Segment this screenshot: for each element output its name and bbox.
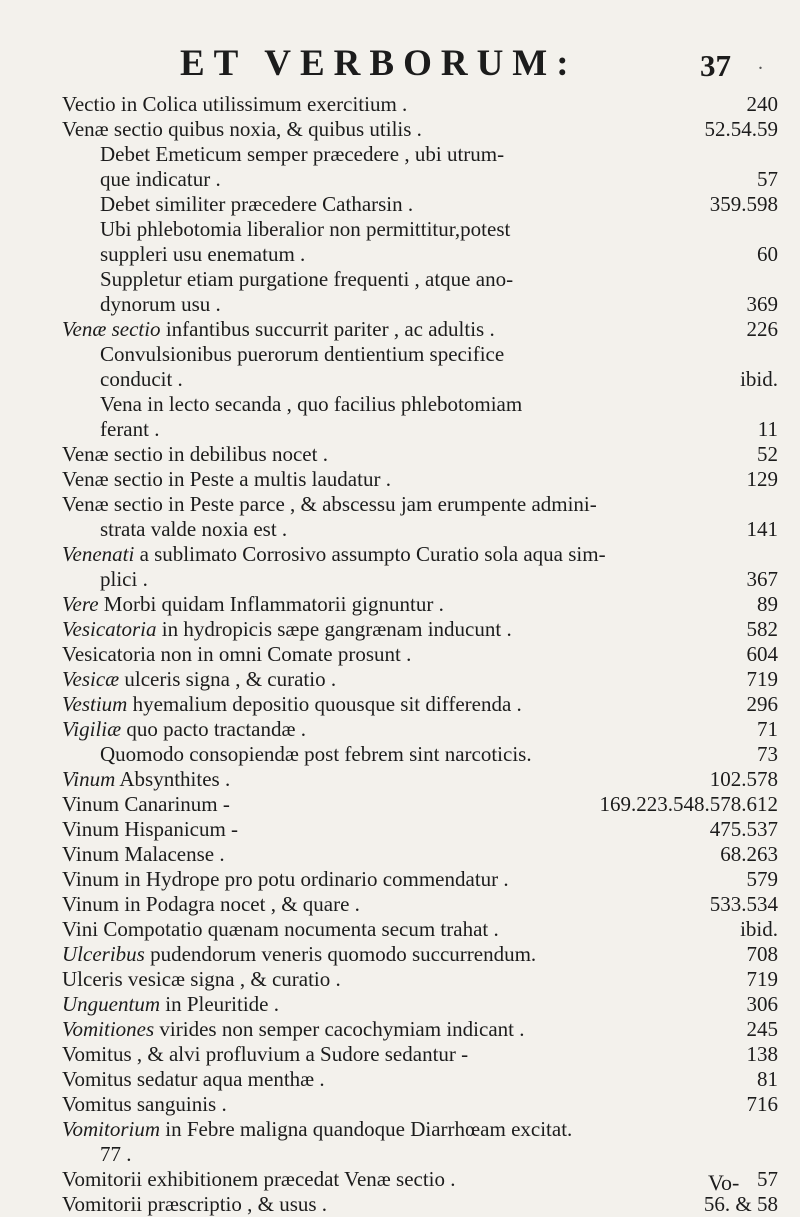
entry-text — [62, 817, 238, 842]
index-entry — [0, 1167, 800, 1192]
entry-text — [62, 1017, 524, 1042]
entry-text — [62, 867, 509, 892]
entry-body: in hydropicis sæpe gangrænam inducunt . — [156, 617, 512, 641]
entry-body: quo pacto tractandæ . — [121, 717, 306, 741]
entry-body: que indicatur . — [100, 167, 221, 191]
index-entry — [0, 292, 800, 317]
entry-text — [100, 167, 221, 192]
index-entry — [0, 117, 800, 142]
entry-text — [62, 92, 407, 117]
entry-body: Debet Emeticum semper præcedere , ubi utrum- — [100, 142, 505, 166]
index-entry — [0, 742, 800, 767]
entry-text — [62, 492, 597, 517]
entry-body: Absynthites . — [115, 767, 231, 791]
entry-text — [100, 242, 305, 267]
entry-heading: Vinum — [62, 767, 116, 791]
entry-body: strata valde noxia est . — [100, 517, 288, 541]
entry-heading: Vomitorium — [62, 1117, 161, 1141]
index-entry — [0, 342, 800, 367]
entry-body: Ubi phlebotomia liberalior non permittitur,potest — [100, 217, 511, 241]
index-entry — [0, 392, 800, 417]
entry-reference: 68.263 — [720, 842, 778, 866]
index-entry — [0, 142, 800, 167]
entry-text — [62, 767, 230, 792]
entry-body: plici . — [100, 567, 148, 591]
entry-body: 77 . — [100, 1142, 132, 1166]
entry-text — [100, 367, 183, 392]
entry-text — [62, 1117, 572, 1142]
entry-reference: 57 — [757, 167, 778, 191]
entry-text — [100, 417, 159, 442]
entry-reference: ibid. — [740, 367, 778, 391]
entry-reference: 475.537 — [709, 817, 778, 841]
entry-reference: 56. & 58 — [703, 1192, 778, 1216]
entry-text — [100, 392, 522, 417]
entry-reference: ibid. — [740, 917, 778, 941]
index-entry — [0, 167, 800, 192]
entry-heading: Vomitiones — [62, 1017, 155, 1041]
entry-heading: Vesicatoria — [62, 617, 157, 641]
entry-body: Venæ sectio in debilibus nocet . — [62, 442, 328, 466]
index-entry — [0, 1142, 800, 1167]
entry-text — [62, 442, 328, 467]
entry-heading: Unguentum — [62, 992, 160, 1016]
entry-body: Convulsionibus puerorum dentientium specifice — [100, 342, 505, 366]
entry-text — [62, 117, 422, 142]
entry-reference: 73 — [757, 742, 778, 766]
index-entry — [0, 192, 800, 217]
index-entry — [0, 542, 800, 567]
entry-reference: 359.598 — [709, 192, 778, 216]
entry-body: ferant . — [100, 417, 160, 441]
index-entry — [0, 817, 800, 842]
index-entry — [0, 717, 800, 742]
index-entry — [0, 417, 800, 442]
entry-heading: Venæ sectio — [62, 317, 161, 341]
entry-text — [62, 792, 230, 817]
index-entry — [0, 467, 800, 492]
entry-body: Vena in lecto secanda , quo facilius phlebotomiam — [100, 392, 523, 416]
entry-text — [62, 1167, 456, 1192]
entry-text — [62, 1042, 468, 1067]
index-entry — [0, 992, 800, 1017]
entry-text — [62, 592, 444, 617]
entry-text — [100, 517, 287, 542]
entry-body: Quomodo consopiendæ post febrem sint narcoticis. — [100, 742, 532, 766]
entry-body: in Febre maligna quandoque Diarrhœam excitat. — [160, 1117, 573, 1141]
entry-body: Vectio in Colica utilissimum exercitium . — [62, 92, 408, 116]
entry-body: Vinum Canarinum - — [62, 792, 230, 816]
entry-body: dynorum usu . — [100, 292, 221, 316]
entry-reference: 169.223.548.578.612 — [599, 792, 778, 816]
index-entry — [0, 842, 800, 867]
index-entry — [0, 892, 800, 917]
entry-body: Vomitus sedatur aqua menthæ . — [62, 1067, 325, 1091]
entry-body: ulceris signa , & curatio . — [119, 667, 337, 691]
index-entry — [0, 242, 800, 267]
entry-reference: 52 — [757, 442, 778, 466]
entry-reference: 306 — [746, 992, 778, 1016]
entry-body: Vomitus , & alvi profluvium a Sudore sedantur - — [62, 1042, 469, 1066]
entry-reference: 226 — [746, 317, 778, 341]
entry-body: Vomitorii præscriptio , & usus . — [62, 1192, 328, 1216]
entry-reference: 719 — [746, 967, 778, 991]
entry-body: Vinum in Podagra nocet , & quare . — [62, 892, 360, 916]
entry-body: infantibus succurrit pariter , ac adultis . — [160, 317, 495, 341]
entry-body: in Pleuritide . — [160, 992, 279, 1016]
entry-body: Venæ sectio quibus noxia, & quibus utilis . — [62, 117, 422, 141]
entry-body: Vesicatoria non in omni Comate prosunt . — [62, 642, 412, 666]
entry-reference: 533.534 — [709, 892, 778, 916]
entry-heading: Vere — [62, 592, 99, 616]
entry-reference: 367 — [746, 567, 778, 591]
entry-text — [62, 917, 499, 942]
page-number: 37 — [700, 48, 731, 83]
index-entry — [0, 692, 800, 717]
entry-body: a sublimato Corrosivo assumpto Curatio sola aqua sim- — [134, 542, 606, 566]
index-entry — [0, 967, 800, 992]
entry-text — [100, 267, 513, 292]
entry-heading: Vesicæ — [62, 667, 120, 691]
entry-body: Suppletur etiam purgatione frequenti , atque ano- — [100, 267, 514, 291]
entry-text — [62, 617, 512, 642]
entry-body: pudendorum veneris quomodo succurrendum. — [144, 942, 537, 966]
index-entry — [0, 667, 800, 692]
entry-text — [62, 892, 360, 917]
entry-body: conducit . — [100, 367, 183, 391]
margin-mark: . — [758, 52, 763, 74]
index-entry — [0, 767, 800, 792]
index-entry — [0, 917, 800, 942]
entry-text — [62, 1067, 325, 1092]
index-entry — [0, 92, 800, 117]
index-entry — [0, 492, 800, 517]
entry-text — [62, 542, 606, 567]
entry-reference: 71 — [757, 717, 778, 741]
entry-reference: 141 — [746, 517, 778, 541]
entry-text — [62, 967, 341, 992]
entry-text — [62, 642, 411, 667]
index-entry — [0, 592, 800, 617]
entry-heading: Ulceribus — [62, 942, 145, 966]
catchword: Vo- — [708, 1170, 740, 1195]
entry-reference: 719 — [746, 667, 778, 691]
index-entry — [0, 617, 800, 642]
index-entry — [0, 792, 800, 817]
entry-body: Vinum Malacense . — [62, 842, 225, 866]
entry-text — [62, 717, 306, 742]
entry-reference: 81 — [757, 1067, 778, 1091]
entry-reference: 57 — [757, 1167, 778, 1191]
index-entry — [0, 1092, 800, 1117]
entry-body: Vini Compotatio quænam nocumenta secum trahat . — [62, 917, 499, 941]
index-entry — [0, 1017, 800, 1042]
entry-reference: 240 — [746, 92, 778, 116]
entry-body: Vomitus sanguinis . — [62, 1092, 227, 1116]
index-entry — [0, 267, 800, 292]
entry-reference: 369 — [746, 292, 778, 316]
entry-text — [100, 217, 510, 242]
index-entry — [0, 1067, 800, 1092]
entry-reference: 579 — [746, 867, 778, 891]
entry-text — [100, 1142, 132, 1167]
entry-body: virides non semper cacochymiam indicant . — [154, 1017, 525, 1041]
entry-body: Venæ sectio in Peste parce , & abscessu jam erumpente admini- — [62, 492, 597, 516]
entry-heading: Vigiliæ — [62, 717, 122, 741]
entry-body: Vinum Hispanicum - — [62, 817, 239, 841]
index-entry — [0, 867, 800, 892]
entry-body: hyemalium depositio quousque sit differenda . — [127, 692, 522, 716]
index-entry — [0, 217, 800, 242]
entry-reference: 129 — [746, 467, 778, 491]
entry-text — [100, 742, 532, 767]
entry-reference: 604 — [746, 642, 778, 666]
entry-text — [62, 992, 279, 1017]
entry-reference: 52.54.59 — [704, 117, 778, 141]
entry-body: Ulceris vesicæ signa , & curatio . — [62, 967, 341, 991]
entry-text — [62, 317, 495, 342]
index-entry — [0, 517, 800, 542]
entry-reference: 60 — [757, 242, 778, 266]
index-entry — [0, 642, 800, 667]
entry-body: Venæ sectio in Peste a multis laudatur . — [62, 467, 391, 491]
entry-text — [100, 292, 221, 317]
entry-text — [100, 142, 504, 167]
index-entry — [0, 1117, 800, 1142]
entry-text — [62, 842, 225, 867]
running-title: ET VERBORUM: — [180, 43, 578, 84]
index-entry — [0, 942, 800, 967]
entry-text — [100, 342, 504, 367]
entry-text — [100, 567, 148, 592]
entry-heading: Venenati — [62, 542, 135, 566]
index-entry — [0, 317, 800, 342]
entry-text — [100, 192, 413, 217]
entry-reference: 102.578 — [709, 767, 778, 791]
entry-reference: 11 — [757, 417, 778, 441]
entry-text — [62, 1092, 227, 1117]
entry-reference: 245 — [746, 1017, 778, 1041]
entry-body: Morbi quidam Inflammatorii gignuntur . — [98, 592, 444, 616]
entry-text — [62, 467, 391, 492]
entry-text — [62, 692, 522, 717]
entry-body: suppleri usu enematum . — [100, 242, 306, 266]
entry-body: Debet similiter præcedere Catharsin . — [100, 192, 414, 216]
entry-body: Vomitorii exhibitionem præcedat Venæ sectio . — [62, 1167, 456, 1191]
entry-heading: Vestium — [62, 692, 128, 716]
entry-reference: 138 — [746, 1042, 778, 1066]
entry-text — [62, 667, 336, 692]
entry-text — [62, 942, 536, 967]
entry-body: Vinum in Hydrope pro potu ordinario commendatur . — [62, 867, 509, 891]
entry-reference: 296 — [746, 692, 778, 716]
index-entry — [0, 567, 800, 592]
entry-reference: 708 — [746, 942, 778, 966]
running-header — [0, 38, 800, 88]
entry-reference: 716 — [746, 1092, 778, 1116]
index-entry — [0, 367, 800, 392]
entry-reference: 582 — [746, 617, 778, 641]
index-entry — [0, 442, 800, 467]
entry-reference: 89 — [757, 592, 778, 616]
index-entry — [0, 1042, 800, 1067]
